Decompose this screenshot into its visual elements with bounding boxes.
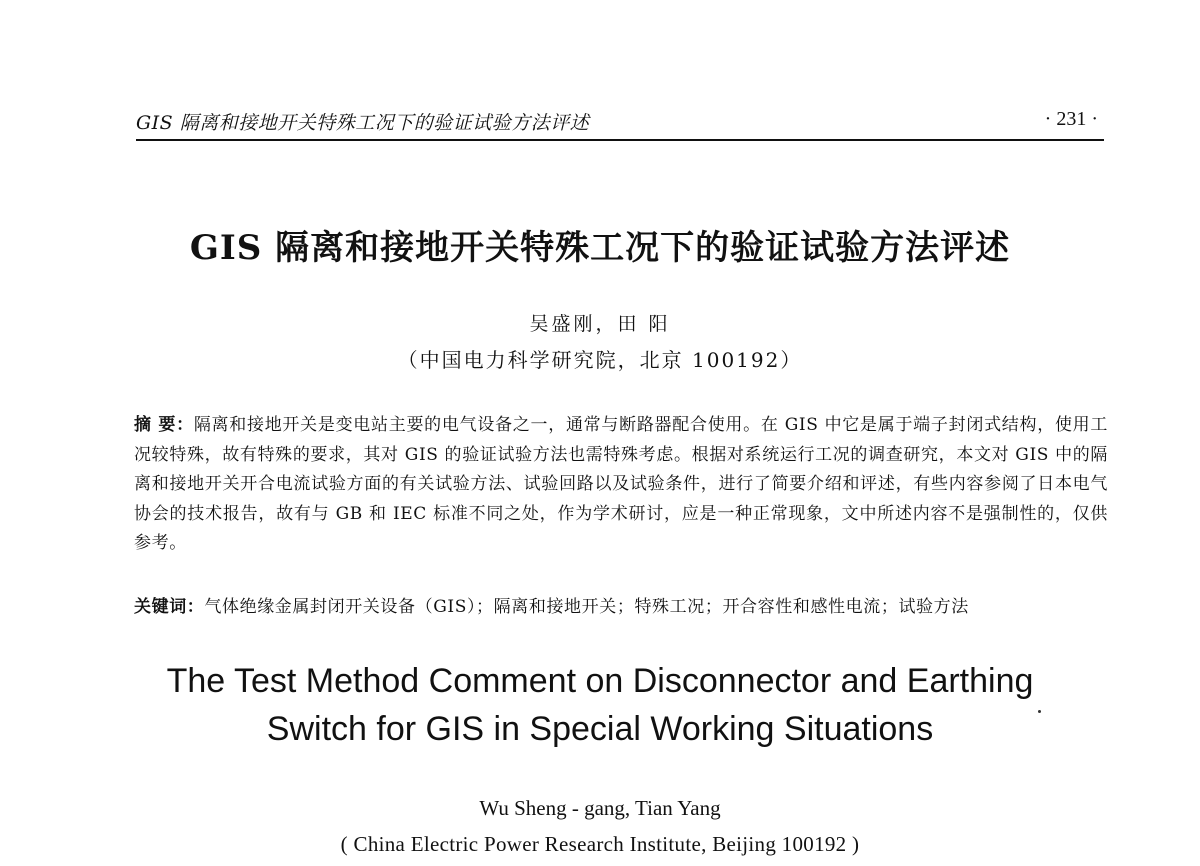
cn-paper-title: GIS 隔离和接地开关特殊工况下的验证试验方法评述 <box>189 228 1011 268</box>
header-rule <box>136 139 1104 141</box>
cn-abstract <box>134 411 1108 559</box>
page-number: · 231 · <box>1044 108 1098 130</box>
en-affiliation: ( China Electric Power Research Institute, Beijing 100192 ) <box>340 832 860 856</box>
running-header-title: GIS 隔离和接地开关特殊工况下的验证试验方法评述 <box>136 112 590 134</box>
running-header <box>136 108 1106 138</box>
abstract-label: 摘 要： <box>134 415 194 435</box>
en-title-line-2: Switch for GIS in Special Working Situations <box>266 710 934 748</box>
en-title-line-1: The Test Method Comment on Disconnector and Earthing <box>166 662 1034 700</box>
cn-authors: 吴盛刚，田 阳 <box>529 313 671 335</box>
keywords-label: 关键词： <box>134 597 205 617</box>
en-paper-title <box>0 657 1200 753</box>
en-authors: Wu Sheng - gang, Tian Yang <box>479 796 721 820</box>
abstract-text: 隔离和接地开关是变电站主要的电气设备之一，通常与断路器配合使用。在 GIS 中它是属于端子封闭式结构，使用工况较特殊，故有特殊的要求，其对 GIS 的验证试验方法也需特殊考虑。根据对系统运行工况的调查研究，本文对 GIS 中的隔离和接地开关开合电流试验方面的有关试验方法、试验回路以及试验条件，进行了简要介绍和评述，有些内容参阅了日本电气协会的技术报告，故有与 GB 和 IEC 标准不同之处，作为学术研讨，应是一种正常现象，文中所述内容不是强制性的，仅供参考。 <box>134 415 1108 553</box>
cn-keywords <box>134 592 1108 617</box>
scan-speck <box>1038 710 1041 713</box>
cn-affiliation: （中国电力科学研究院，北京 100192） <box>397 348 803 372</box>
keywords-text: 气体绝缘金属封闭开关设备（GIS）；隔离和接地开关；特殊工况；开合容性和感性电流；试验方法 <box>204 597 969 617</box>
